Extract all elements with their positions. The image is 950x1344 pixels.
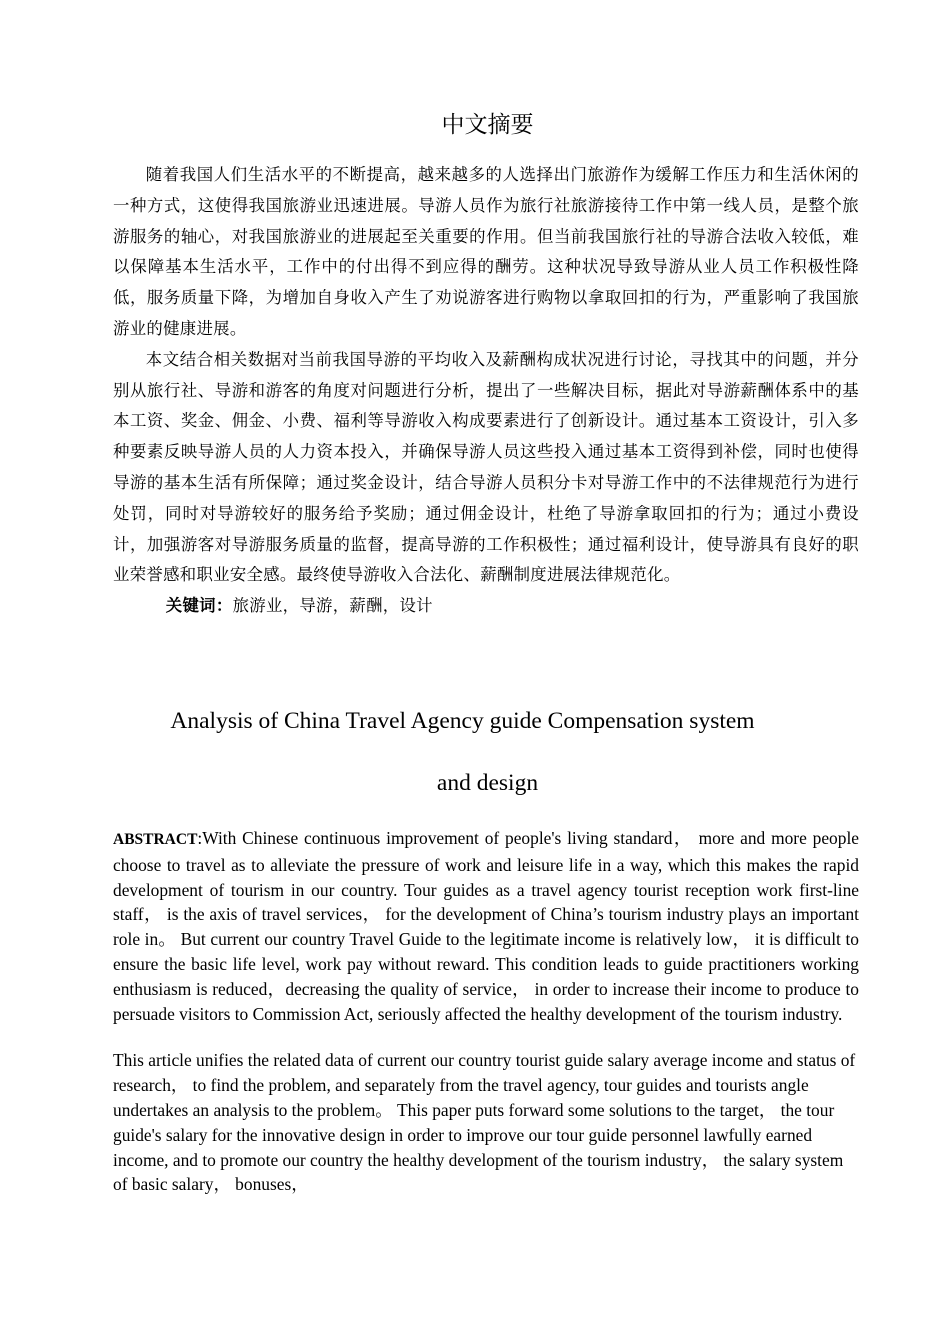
chinese-keywords-line bbox=[113, 591, 859, 622]
english-abstract-paragraph-2: This article unifies the related data of current our country tourist guide salary average income and status of research， to find the problem, and separately from the travel agency, tour guides and tourists angle undertakes an analysis to the problem。 This paper puts forward some solutions to the target， the tour guide's salary for the innovative design in order to improve our tour guide personnel lawfully earned income, and to promote our country the healthy development of the tourism industry， the salary system of basic salary， bonuses， bbox=[113, 1050, 856, 1195]
english-title bbox=[0, 690, 950, 814]
chinese-abstract-paragraph-1: 随着我国人们生活水平的不断提高，越来越多的人选择出门旅游作为缓解工作压力和生活休闲的一种方式，这使得我国旅游业迅速进展。导游人员作为旅行社旅游接待工作中第一线人员，是整个旅游服务的轴心，对我国旅游业的进展起至关重要的作用。但当前我国旅行社的导游合法收入较低，难以保障基本生活水平，工作中的付出得不到应得的酬劳。这种状况导致导游从业人员工作积极性降低，服务质量下降，为增加自身收入产生了劝说游客进行购物以拿取回扣的行为，严重影响了我国旅游业的健康进展。 bbox=[113, 165, 859, 338]
chinese-abstract-title: 中文摘要 bbox=[441, 112, 534, 138]
keywords-text: 旅游业，导游，薪酬，设计 bbox=[232, 596, 433, 616]
english-title-line-1: Analysis of China Travel Agency guide Compensation system bbox=[170, 708, 755, 734]
english-abstract-paragraph-1 bbox=[113, 826, 859, 1026]
abstract-label: ABSTRACT bbox=[113, 831, 198, 848]
chinese-abstract-paragraph-2: 本文结合相关数据对当前我国导游的平均收入及薪酬构成状况进行讨论，寻找其中的问题，并分别从旅行社、导游和游客的角度对问题进行分析，提出了一些解决目标，据此对导游薪酬体系中的基本工资、奖金、佣金、小费、福利等导游收入构成要素进行了创新设计。通过基本工资设计，引入多种要素反映导游人员的人力资本投入，并确保导游人员这些投入通过基本工资得到补偿，同时也使得导游的基本生活有所保障；通过奖金设计，结合导游人员积分卡对导游工作中的不法律规范行为进行处罚，同时对导游较好的服务给予奖励；通过佣金设计，杜绝了导游拿取回扣的行为；通过小费设计，加强游客对导游服务质量的监督，提高导游的工作积极性；通过福利设计，使导游具有良好的职业荣誉感和职业安全感。最终使导游收入合法化、薪酬制度进展法律规范化。 bbox=[113, 349, 859, 585]
english-title-line-2: and design bbox=[436, 770, 539, 796]
keywords-label: 关键词： bbox=[165, 596, 233, 616]
chinese-abstract-body bbox=[113, 160, 859, 622]
abstract-text: :With Chinese continuous improvement of people's living standard， more and more people choose to travel as to alleviate the pressure of work and leisure life in a way, which this makes the rapid development of tourism in our country. Tour guides as a travel agency tourist reception work first-line staff， is the axis of travel services， for the development of China’s tourism industry plays an important role in。 But current our country Travel Guide to the legitimate income is relatively low， it is difficult to ensure the basic life level, work pay without reward. This condition leads to guide practitioners working enthusiasm is reduced，decreasing the quality of service， in order to increase their income to produce to persuade visitors to Commission Act, seriously affected the healthy development of the tourism industry. bbox=[113, 828, 859, 1024]
english-abstract-body bbox=[113, 826, 859, 1197]
